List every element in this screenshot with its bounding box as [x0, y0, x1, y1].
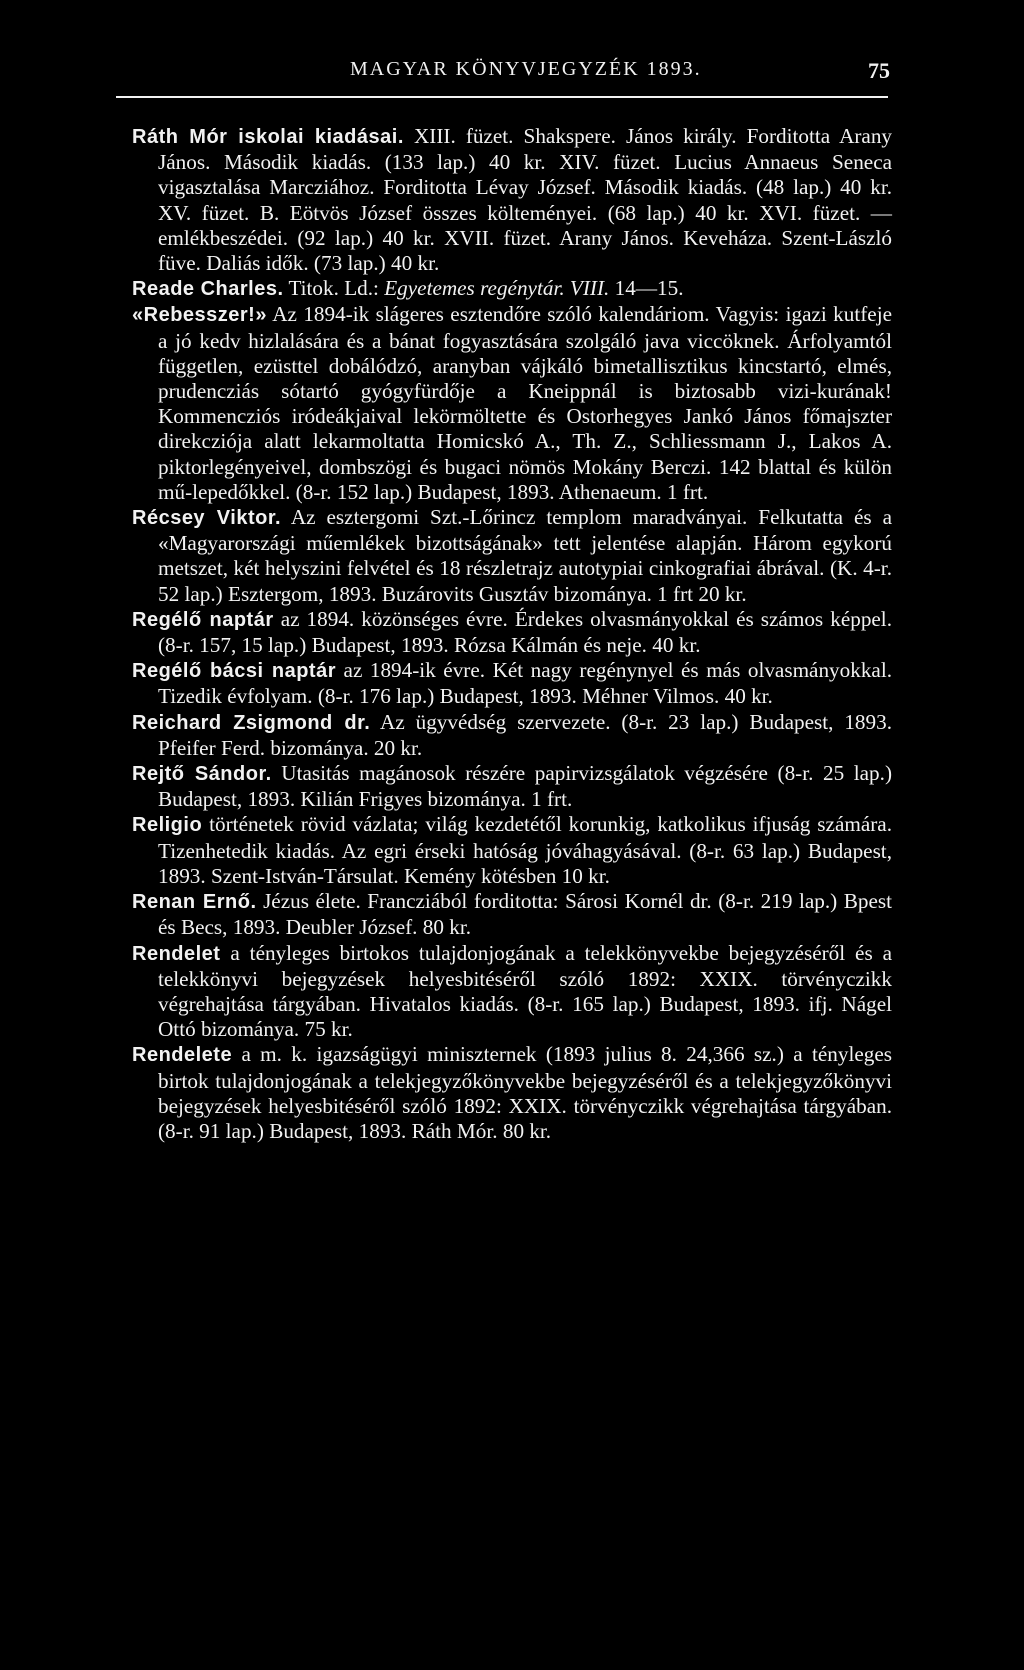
entry-heading: «Rebesszer!» — [132, 304, 267, 327]
catalog-entry — [116, 941, 892, 1043]
entry-text: a tényleges birtokos tulajdonjogának a telekkönyvekbe bejegyzéséről és a telekkönyvi bejegyzések helyesbitéséről szóló 1892: XXIX. törvényczikk végrehajtása tárgyában. Hivatalos kiadás. (8-r. 165 lap.) Budapest, 1893. ifj. Nágel Ottó bizománya. 75 kr. — [158, 940, 892, 1042]
entry-text: Utasitás magánosok részére papirvizsgálatok végzésére (8-r. 25 lap.) Budapest, 1893. Kilián Frigyes bizománya. 1 frt. — [158, 761, 892, 812]
catalog-entry — [116, 1042, 892, 1144]
catalog-entry — [116, 710, 892, 761]
page-header — [150, 58, 890, 88]
entry-heading: Rejtő Sándor. — [132, 763, 272, 786]
entry-heading: Rendelet — [132, 942, 221, 965]
header-rule — [116, 96, 888, 98]
catalog-entry — [116, 761, 892, 812]
entry-heading: Reichard Zsigmond dr. — [132, 711, 371, 734]
catalog-entry — [116, 505, 892, 607]
catalog-entries — [116, 124, 892, 1144]
entry-text: Az 1894-ik slágeres esztendőre szóló kalendáriom. Vagyis: igazi kutfeje a jó kedv hizlalására és a bánat fogyasztására szolgáló java viccöknek. Árfolyamtól független, ezüsttel dobálódzó, aranyban vájkáló bimetallisztikus kincstartó, elmés, prudencziás sótartó gyógyfürdője a Kneippnál is biztosabb vizi-kurának! Kommencziós iródeákjaival lekörmöltette és Ostorhegyes Jankó János főmajszter direkcziója alatt lekarmoltatta Homicskó A., Th. Z., Schliessmann J., Lakos A. piktorlegényeivel, dombszögi és bugaci nömös Mokány Berczi. 142 blattal és külön mű-lepedőkkel. (8-r. 152 lap.) Budapest, 1893. Athenaeum. 1 frt. — [158, 302, 892, 504]
catalog-entry — [116, 124, 892, 276]
running-title: MAGYAR KÖNYVJEGYZÉK 1893. — [350, 58, 702, 80]
entry-heading: Renan Ernő. — [132, 891, 257, 914]
entry-heading: Reade Charles. — [132, 278, 284, 301]
entry-text: az 1894. közönséges évre. Érdekes olvasmányokkal és számos képpel. (8-r. 157, 15 lap.) Budapest, 1893. Rózsa Kálmán és neje. 40 kr. — [158, 606, 892, 658]
entry-text: történetek rövid vázlata; világ kezdetétől korunkig, katkolikus ifjuság számára. Tizenhetedik kiadás. Az egri érseki hatóság jóváhagyásával. (8-r. 63 lap.) Budapest, 1893. Szent-István-Társulat. Kemény kötésben 10 kr. — [158, 812, 892, 888]
entry-heading: Regélő bácsi naptár — [132, 660, 337, 683]
entry-text: Az ügyvédség szervezete. (8-r. 23 lap.) Budapest, 1893. Pfeifer Ferd. bizománya. 20 kr. — [158, 709, 892, 760]
catalog-entry — [116, 302, 892, 505]
entry-heading: Ráth Mór iskolai kiadásai. — [132, 126, 404, 148]
entry-series: Egyetemes regénytár. VIII. — [384, 276, 610, 301]
entry-text: az 1894-ik évre. Két nagy regénynyel és más olvasmányokkal. Tizedik évfolyam. (8-r. 176 lap.) Budapest, 1893. Méhner Vilmos. 40 kr. — [158, 658, 893, 709]
catalog-entry — [116, 812, 892, 889]
entry-text: Titok. Ld.: — [288, 276, 379, 301]
catalog-entry — [116, 889, 892, 940]
entry-text: Jézus élete. Francziából forditotta: Sárosi Kornél dr. (8-r. 219 lap.) Bpest és Becs, 1893. Deubler József. 80 kr. — [158, 889, 892, 940]
catalog-entry — [116, 607, 892, 658]
entry-heading: Récsey Viktor. — [132, 507, 282, 530]
entry-heading: Religio — [132, 814, 203, 837]
entry-text: XIII. füzet. Shakspere. János király. Forditotta Arany János. Második kiadás. (133 lap.) 40 kr. XIV. füzet. Lucius Annaeus Seneca vigasztalása Marcziához. Forditotta Lévay József. Második kiadás. (48 lap.) 40 kr. XV. füzet. B. Eötvös József összes költeményei. (68 lap.) 40 kr. XVI. füzet. — emlékbeszédei. (92 lap.) 40 kr. XVII. füzet. Arany János. Keveháza. Szent-László füve. Daliás idők. (73 lap.) 40 kr. — [158, 124, 893, 276]
page-number: 75 — [868, 58, 890, 83]
entry-text-tail: 14—15. — [614, 276, 684, 301]
catalog-entry — [116, 276, 892, 302]
entry-heading: Regélő naptár — [132, 608, 274, 631]
entry-text: Az esztergomi Szt.-Lőrincz templom maradványai. Felkutatta és a «Magyarországi műemlékek bizottságának» tett jelentése alapján. Három egykorú metszet, két helyszini felvétel és 18 részletrajz autotypiai cinkografiai ábrával. (K. 4-r. 52 lap.) Esztergom, 1893. Buzárovits Gusztáv bizománya. 1 frt 20 kr. — [158, 505, 892, 606]
entry-text: a m. k. igazságügyi miniszternek (1893 julius 8. 24,366 sz.) a tényleges birtok tulajdonjogának a telekjegyzőkönyvekbe bejegyzéséről és a telekjegyzőkönyvi bejegyzések helyesbitéséről szóló 1892: XXIX. törvényczikk végrehajtása tárgyában. (8-r. 91 lap.) Budapest, 1893. Ráth Mór. 80 kr. — [158, 1042, 892, 1143]
entry-heading: Rendelete — [132, 1044, 233, 1067]
catalog-entry — [116, 658, 892, 709]
